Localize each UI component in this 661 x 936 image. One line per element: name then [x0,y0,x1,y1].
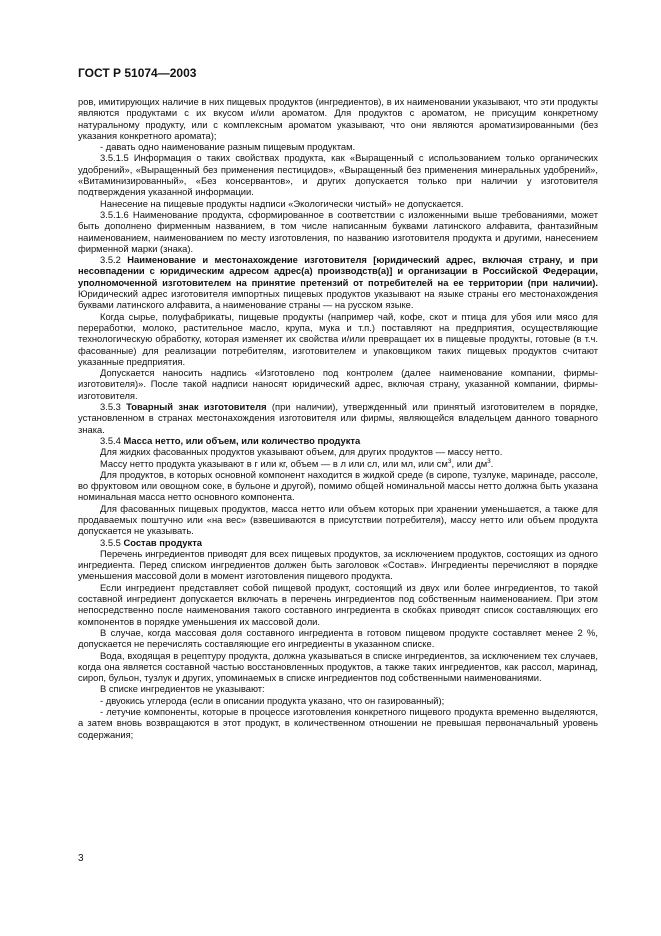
page-number: 3 [78,853,84,864]
paragraph [78,152,598,197]
text-run: Допускается наносить надпись «Изготовлено под контролем (далее наименование компании, фирмы-изготовителя)». После такой надписи наносят юридический адрес, включая страну, указанной компании, фирмы-изготовителя. [78,367,598,401]
document-body [78,96,598,740]
text-run: . [490,457,494,469]
text-run: - двуокись углерода (если в описании продукта указано, что он газированный); [100,694,445,706]
paragraph [78,537,598,548]
text-run: Массу нетто продукта указывают в г или кг, объем — в л или сл, или мл, или см [100,457,448,469]
text-run: - летучие компоненты, которые в процессе изготовления конкретного пищевого продукта временно выделяются, а затем вновь возвращаются в этот продукт, в количественном отношении не превышая первоначальный уровень содержания; [78,706,598,740]
bold-text: Наименование и местонахождение изготовителя [юридический адрес, включая страну, и при несовпадении с юридическим адресом адрес(а) производств(а)] и организации в Российской Федерации, уполномоченной изготовителем на принятие претензий от потребителей на ее территории (при наличии). [78,254,598,288]
paragraph [78,96,598,141]
document-header: ГОСТ Р 51074—2003 [78,66,197,80]
text-run: 3.5.4 [100,434,124,446]
paragraph [78,627,598,650]
paragraph [78,401,598,435]
paragraph [78,254,598,310]
text-run: 3.5.2 [100,254,128,266]
paragraph [78,469,598,503]
paragraph [78,650,598,684]
paragraph [78,446,598,457]
text-run: Для фасованных пищевых продуктов, масса нетто или объем которых при хранении уменьшается, а также для продаваемых поштучно или «на вес» (взвешиваются в присутствии потребителя), массу нетто или объем продукта допускается не указывать. [78,502,598,537]
text-run: 3.5.1.6 Наименование продукта, сформированное в соответствии с изложенными выше требованиями, может быть дополнено фирменным названием, в том числе написанным буквами латинского алфавита, фантазийным наименованием, наименованием по месту изготовления, по названию изготовителя продукта и другими, нанесением фирменной марки (знака). [78,208,598,254]
text-run: Для продуктов, в которых основной компонент находится в жидкой среде (в сиропе, тузлуке, маринаде, рассоле, во фруктовом или овощном соке, в бульоне и другой), помимо общей номинальной массы нетто должна быть указана номинальная масса нетто основного компонента. [78,468,598,503]
text-run: Вода, входящая в рецептуру продукта, должна указываться в списке ингредиентов, за исключением тех случаев, когда она является составной частью восстановленных продуктов, а также таких ингредиентов, как рассол, маринад, сироп, бульон, тузлук и других, упоминаемых в списке ингредиентов под собственными наименованиями. [78,649,598,684]
text-run: Нанесение на пищевые продукты надписи «Экологически чистый» не допускается. [100,197,464,209]
text-run: , или дм [451,457,488,469]
paragraph [78,141,598,152]
paragraph [78,209,598,254]
text-run: 3.5.1.5 Информация о таких свойствах продукта, как «Выращенный с использованием только органических удобрений», «Выращенный без применения пестицидов», «Выращенный без применения минеральных удобрений», «Витаминизированный», «Без консервантов», и других допускается только при наличии у изготовителя подтверждения указанной информации. [78,152,598,198]
paragraph [78,311,598,367]
paragraph [78,695,598,706]
paragraph [78,367,598,401]
bold-text: Масса нетто, или объем, или количество продукта [123,434,361,446]
paragraph [78,435,598,446]
text-run: В списке ингредиентов не указывают: [100,683,265,695]
text-run: ров, имитирующих наличие в них пищевых продуктов (ингредиентов), в их наименовании указывают, что эти продукты являются продуктами с их вкусом и/или ароматом. Для продуктов с ароматом, не присущим конкретному натуральному продукту, или с комплексным ароматом указывают, что они являются ароматизированными (без указания конкретного аромата); [78,96,598,141]
bold-text: Состав продукта [123,536,202,548]
paragraph [78,582,598,627]
paragraph [78,458,598,469]
text-run: Если ингредиент представляет собой пищевой продукт, состоящий из двух или более ингредиентов, то такой составной ингредиент допускается включать в перечень ингредиентов под собственным наименованием. При этом непосредственно после наименования такого составного ингредиента в скобках приводят список составляющих его компонентов в порядке уменьшения их массовой доли. [78,581,598,627]
superscript: 3 [487,457,491,465]
paragraph [78,683,598,694]
text-run: Перечень ингредиентов приводят для всех пищевых продуктов, за исключением продуктов, состоящих из одного ингредиента. Перед списком ингредиентов должен быть заголовок «Состав». Ингредиенты перечисляют в порядке уменьшения массовой доли в момент изготовления пищевого продукта. [78,547,598,582]
bold-text: Товарный знак изготовителя [126,401,267,413]
text-run: 3.5.3 [100,401,127,413]
text-run: 3.5.5 [100,536,124,548]
paragraph [78,706,598,740]
text-run: В случае, когда массовая доля составного ингредиента в готовом пищевом продукте составляет менее 2 %, допускается не перечислять составляющие его ингредиенты в указанном списке. [78,626,598,650]
text-run: Когда сырье, полуфабрикаты, пищевые продукты (например чай, кофе, скот и птица для убоя или мясо для переработки, молоко, растительное масло, крупа, мука и т.п.) поставляют на предприятия, осуществляющие технологическую обработку, которая изменяет их свойства и/или превращает их в пищевые продукты, готовые (в т.ч. фасованные) для реализации потребителям, изготовителем и упаковщиком таких пищевых продуктов считают указанные предприятия. [78,310,598,367]
paragraph [78,198,598,209]
text-run: Для жидких фасованных продуктов указывают объем, для других продуктов — массу нетто. [100,446,503,458]
superscript: 3 [447,457,452,465]
text-run: Юридический адрес изготовителя импортных пищевых продуктов указывают на языке страны его местонахождения буквами латинского алфавита, а наименование страны — на русском языке. [78,288,598,311]
text-run: - давать одно наименование разным пищевым продуктам. [100,141,356,153]
paragraph [78,503,598,537]
text-run: (при наличии), утвержденный или принятый изготовителем в порядке, установленном в странах местонахождения изготовителя или фирмы, являющейся владельцем данного товарного знака. [78,401,599,435]
paragraph [78,548,598,582]
